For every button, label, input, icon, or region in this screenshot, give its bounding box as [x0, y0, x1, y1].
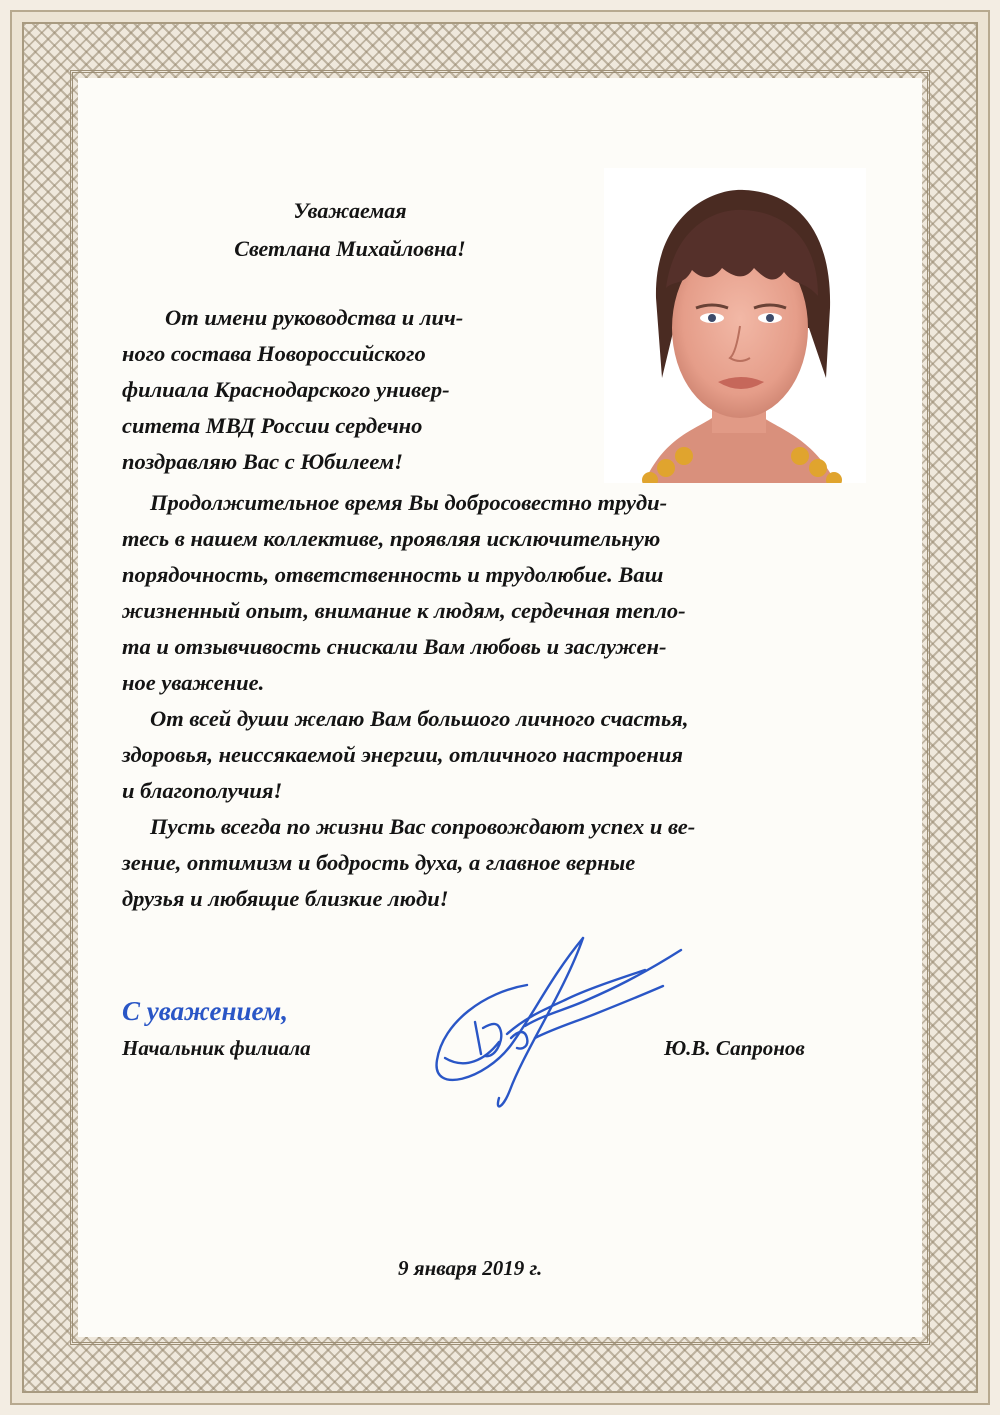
intro-line: ситета МВД России сердечно [122, 413, 423, 438]
body-line: жизненный опыт, внимание к людям, сердечная тепло- [122, 598, 686, 623]
portrait-photo [604, 168, 866, 483]
intro-line: филиала Краснодарского универ- [122, 377, 450, 402]
body-line: и благополучия! [122, 778, 283, 803]
portrait-illustration [604, 168, 866, 483]
letter-date: 9 января 2019 г. [398, 1256, 543, 1280]
body-line: тесь в нашем коллективе, проявляя исключительную [122, 526, 661, 551]
body-line: зение, оптимизм и бодрость духа, а главное верные [122, 850, 636, 875]
body-line: здоровья, неиссякаемой энергии, отличного настроения [122, 742, 683, 767]
salutation-line-1: Уважаемая [293, 198, 407, 223]
body-line: та и отзывчивость снискали Вам любовь и заслужен- [122, 634, 667, 659]
salutation-line-2: Светлана Михайловна! [234, 236, 466, 261]
body-line: От всей души желаю Вам большого личного счастья, [150, 706, 689, 731]
body-line: друзья и любящие близкие люди! [122, 886, 449, 911]
intro-line: поздравляю Вас с Юбилеем! [122, 449, 403, 474]
signer-name: Ю.В. Сапронов [664, 1036, 805, 1060]
intro-line: ного состава Новороссийского [122, 341, 426, 366]
body-line: Продолжительное время Вы добросовестно труди- [150, 490, 668, 515]
signer-position: Начальник филиала [122, 1036, 311, 1060]
handwritten-signature [415, 930, 695, 1120]
intro-line: От имени руководства и лич- [165, 305, 464, 330]
closing-phrase: С уважением, [122, 996, 289, 1026]
body-line: Пусть всегда по жизни Вас сопровождают успех и ве- [150, 814, 696, 839]
body-line: порядочность, ответственность и трудолюбие. Ваш [122, 562, 664, 587]
body-line: ное уважение. [122, 670, 265, 695]
